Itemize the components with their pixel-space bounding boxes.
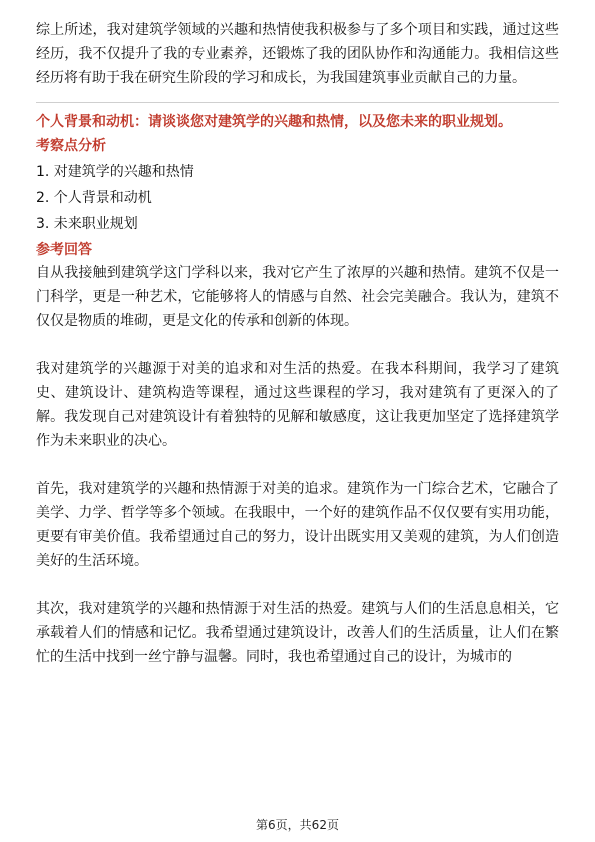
paragraph-spacer	[36, 453, 559, 477]
list-item: 3. 未来职业规划	[36, 216, 138, 232]
question-heading: 个人背景和动机：请谈谈您对建筑学的兴趣和热情，以及您未来的职业规划。	[36, 114, 512, 130]
analysis-list	[36, 159, 559, 237]
analysis-title: 考察点分析	[36, 138, 106, 154]
list-item: 1. 对建筑学的兴趣和热情	[36, 164, 194, 180]
section-divider	[36, 102, 559, 103]
list-item: 2. 个人背景和动机	[36, 190, 152, 206]
paragraph-spacer	[36, 333, 559, 357]
page-number: 第6页，共62页	[256, 818, 339, 832]
answer-paragraph-4: 其次，我对建筑学的兴趣和热情源于对生活的热爱。建筑与人们的生活息息相关，它承载着人们的情感和记忆。我希望通过建筑设计，改善人们的生活质量，让人们在繁忙的生活中找到一丝宁静与温馨。同时，我也希望通过自己的设计，为城市的	[36, 601, 559, 665]
document-page	[36, 18, 559, 669]
intro-paragraph: 综上所述，我对建筑学领域的兴趣和热情使我积极参与了多个项目和实践，通过这些经历，我不仅提升了我的专业素养，还锻炼了我的团队协作和沟通能力。我相信这些经历将有助于我在研究生阶段的学习和成长，为我国建筑事业贡献自己的力量。	[36, 22, 559, 86]
paragraph-spacer	[36, 573, 559, 597]
answer-paragraph-3: 首先，我对建筑学的兴趣和热情源于对美的追求。建筑作为一门综合艺术，它融合了美学、力学、哲学等多个领域。在我眼中，一个好的建筑作品不仅仅要有实用功能，更要有审美价值。我希望通过自己的努力，设计出既实用又美观的建筑，为人们创造美好的生活环境。	[36, 481, 559, 569]
answer-title: 参考回答	[36, 242, 92, 258]
answer-paragraph-2: 我对建筑学的兴趣源于对美的追求和对生活的热爱。在我本科期间，我学习了建筑史、建筑设计、建筑构造等课程，通过这些课程的学习，我对建筑有了更深入的了解。我发现自己对建筑设计有着独特的见解和敏感度，这让我更加坚定了选择建筑学作为未来职业的决心。	[36, 361, 559, 449]
answer-paragraph-1: 自从我接触到建筑学这门学科以来，我对它产生了浓厚的兴趣和热情。建筑不仅是一门科学，更是一种艺术，它能够将人的情感与自然、社会完美融合。我认为，建筑不仅仅是物质的堆砌，更是文化的传承和创新的体现。	[36, 265, 559, 329]
